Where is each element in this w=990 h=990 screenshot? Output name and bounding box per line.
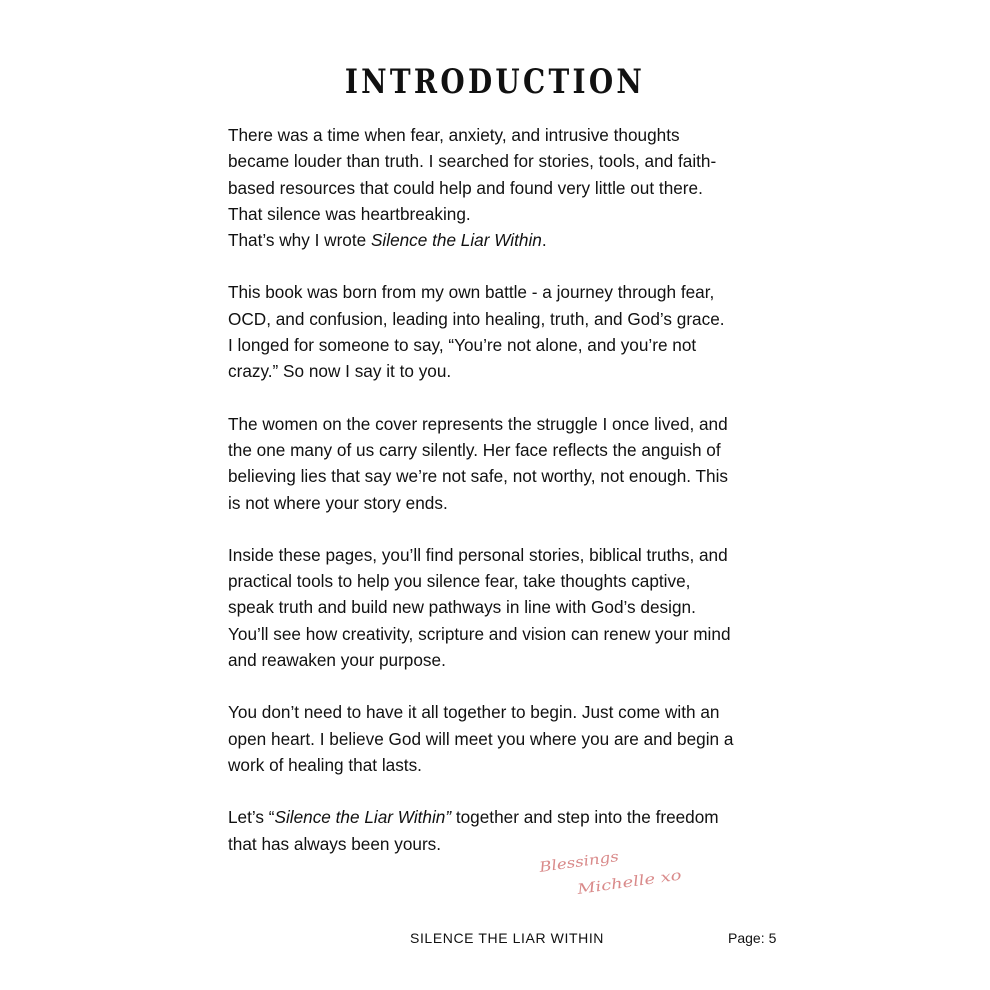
text-line: practical tools to help you silence fear, take thoughts captive, (228, 571, 691, 592)
text-line: based resources that could help and found very little out there. (228, 177, 703, 198)
text-line: speak truth and build new pathways in line with God’s design. (228, 597, 696, 618)
why-line-suffix: . (541, 230, 547, 251)
why-line-prefix: That’s why I wrote (228, 230, 371, 251)
closing-paragraph (228, 804, 788, 857)
footer-book-title: SILENCE THE LIAR WITHIN (410, 930, 605, 946)
text-line: I longed for someone to say, “You’re not alone, and you’re not (228, 335, 697, 356)
text-line: Inside these pages, you’ll find personal stories, biblical truths, and (228, 544, 728, 565)
body-text (228, 122, 788, 883)
paragraph-4 (228, 542, 788, 673)
text-line: You’ll see how creativity, scripture and vision can renew your mind (228, 623, 731, 644)
text-line: work of healing that lasts. (228, 754, 422, 775)
text-line: became louder than truth. I searched for stories, tools, and faith- (228, 151, 717, 172)
text-line: and reawaken your purpose. (228, 650, 446, 671)
text-line: You don’t need to have it all together to begin. Just come with an (228, 702, 720, 723)
signature-line-2: Michelle xo (576, 870, 660, 898)
book-title-italic: Silence the Liar Within (370, 230, 542, 251)
text-line: that has always been yours. (228, 833, 442, 854)
text-line: believing lies that say we’re not safe, not worthy, not enough. This (228, 466, 728, 487)
book-title-italic: Silence the Liar Within” (274, 807, 452, 828)
text-line: There was a time when fear, anxiety, and intrusive thoughts (228, 125, 680, 145)
text-line: is not where your story ends. (228, 492, 448, 513)
signature-line-1: Blessings (538, 850, 607, 876)
text-line: That silence was heartbreaking. (228, 203, 471, 224)
text-line: crazy.” So now I say it to you. (228, 361, 452, 382)
text-line: OCD, and confusion, leading into healing, truth, and God’s grace. (228, 308, 725, 329)
page-title: INTRODUCTION (344, 62, 646, 102)
closing-prefix: Let’s “ (228, 807, 275, 828)
closing-line (228, 804, 788, 830)
text-line: This book was born from my own battle - a journey through fear, (228, 282, 715, 303)
page-number-value: 5 (768, 930, 777, 946)
closing-suffix: together and step into the freedom (451, 807, 719, 828)
page-number (728, 930, 776, 946)
why-line (228, 227, 788, 253)
text-line: open heart. I believe God will meet you where you are and begin a (228, 728, 734, 749)
page-label: Page: (728, 930, 765, 946)
paragraph-5 (228, 699, 788, 778)
signature (538, 850, 708, 900)
paragraph-3 (228, 411, 788, 516)
text-line: the one many of us carry silently. Her face reflects the anguish of (228, 439, 721, 460)
text-line: The women on the cover represents the struggle I once lived, and (228, 413, 728, 434)
paragraph-2 (228, 279, 788, 384)
paragraph-1 (228, 122, 788, 253)
